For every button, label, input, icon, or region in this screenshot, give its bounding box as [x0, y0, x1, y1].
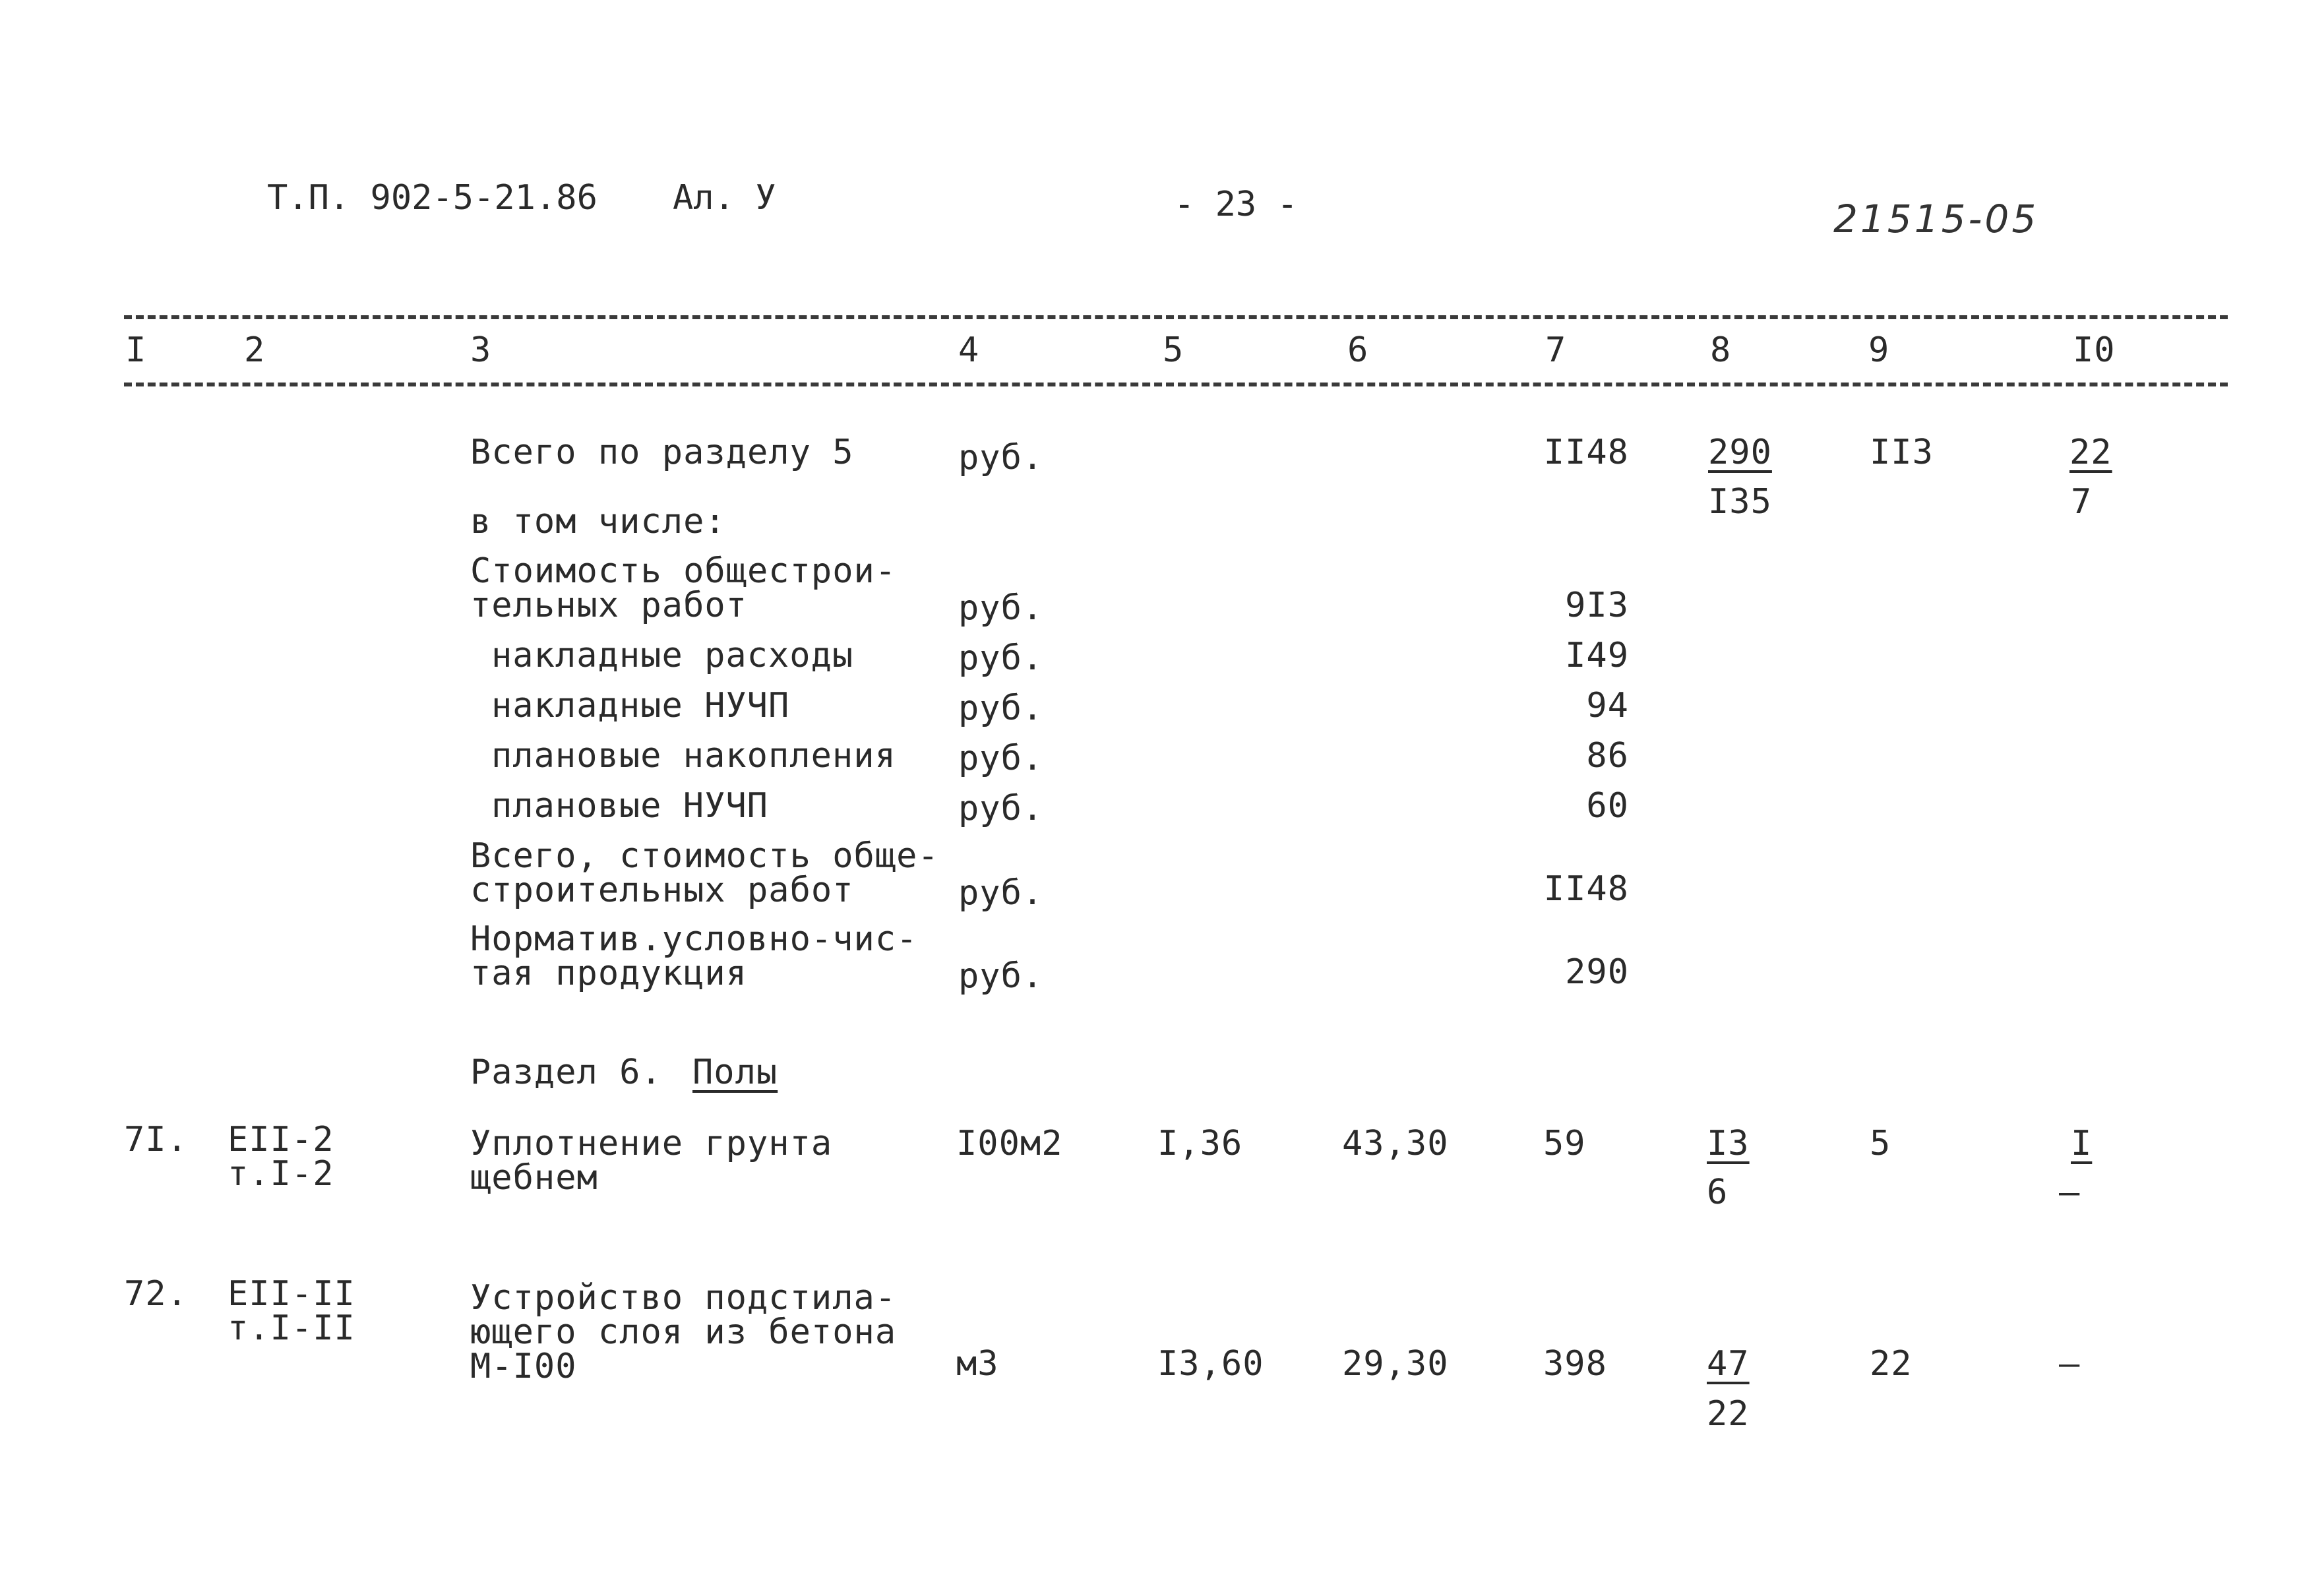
section5-total-c10-bottom: 7: [2071, 482, 2093, 522]
section5-total-label: Всего по разделу 5: [470, 433, 854, 472]
section5-item-unit: руб.: [958, 956, 1044, 996]
row-quantity: I3,60: [1157, 1344, 1264, 1384]
section5-item-c7: 86: [1586, 736, 1629, 776]
row-number: 7I.: [124, 1120, 188, 1159]
table-top-rule: [124, 315, 2228, 319]
album-label: Ал. У: [673, 178, 776, 218]
col-header-1: I: [125, 330, 147, 370]
section5-item-unit: руб.: [958, 588, 1044, 628]
section5-item-c7: 290: [1565, 952, 1629, 992]
section6-title: Раздел 6.: [470, 1053, 662, 1092]
section5-item-label: Всего, стоимость обще- строительных работ: [470, 836, 939, 910]
section6-name: Полы: [692, 1053, 778, 1092]
page-number: - 23 -: [1174, 185, 1298, 224]
col-header-7: 7: [1545, 330, 1567, 370]
row-c8-bottom: 22: [1707, 1394, 1750, 1434]
row-description: Уплотнение грунта щебнем: [470, 1124, 833, 1198]
col-header-2: 2: [244, 330, 266, 370]
row-code: ЕII-II т.I-II: [228, 1274, 355, 1348]
col-header-6: 6: [1347, 330, 1369, 370]
row-code: ЕII-2 т.I-2: [228, 1120, 334, 1194]
col-header-3: 3: [470, 330, 492, 370]
doc-code: Т.П. 902-5-21.86: [267, 178, 597, 218]
row-c9: 5: [1870, 1124, 1891, 1163]
col-header-10: I0: [2073, 330, 2116, 370]
section5-item-label: накладные НУЧП: [491, 686, 790, 725]
section5-item-label: плановые накопления: [491, 736, 896, 776]
row-description: Устройство подстила- ющего слоя из бетона М-I00: [470, 1278, 897, 1386]
section5-total-c10-top: 22: [2069, 433, 2112, 472]
col-header-4: 4: [958, 330, 980, 370]
row-c8-top: 47: [1707, 1344, 1750, 1384]
row-unit: I00м2: [956, 1124, 1063, 1163]
section5-item-unit: руб.: [958, 689, 1044, 728]
section5-total-c7: II48: [1543, 433, 1629, 472]
section5-total-c8-top: 290: [1708, 433, 1772, 472]
section5-item-c7: 60: [1586, 786, 1629, 826]
handwritten-stamp: 21515-05: [1833, 197, 2039, 241]
section5-item-unit: руб.: [958, 638, 1044, 678]
col-header-5: 5: [1163, 330, 1184, 370]
col-header-8: 8: [1710, 330, 1732, 370]
section5-item-label: Стоимость общестрои- тельных работ: [470, 551, 897, 625]
row-unit-price: 43,30: [1342, 1124, 1449, 1163]
section5-item-c7: 94: [1586, 686, 1629, 725]
section5-item-label: накладные расходы: [491, 636, 854, 675]
row-quantity: I,36: [1157, 1124, 1243, 1163]
row-unit-price: 29,30: [1342, 1344, 1449, 1384]
section5-item-unit: руб.: [958, 873, 1044, 913]
including-label: в том числе:: [470, 502, 726, 541]
section5-item-c7: 9I3: [1565, 586, 1629, 625]
row-c9: 22: [1870, 1344, 1913, 1384]
row-c10-top: I: [2071, 1124, 2093, 1163]
row-c8-top: I3: [1707, 1124, 1750, 1163]
row-total: 59: [1543, 1124, 1586, 1163]
section5-item-label: Норматив.условно-чис- тая продукция: [470, 919, 918, 993]
col-header-9: 9: [1868, 330, 1890, 370]
section5-item-c7: II48: [1543, 869, 1629, 909]
table-header-rule: [124, 383, 2228, 386]
section5-item-unit: руб.: [958, 739, 1044, 778]
section5-total-c8-bottom: I35: [1708, 482, 1772, 522]
row-number: 72.: [124, 1274, 188, 1314]
row-c10-bottom: –: [2059, 1173, 2081, 1212]
section5-total-unit: руб.: [958, 438, 1044, 477]
row-total: 398: [1543, 1344, 1607, 1384]
section5-item-label: плановые НУЧП: [491, 786, 768, 826]
row-c10-top: –: [2059, 1344, 2081, 1384]
row-c8-bottom: 6: [1707, 1173, 1729, 1212]
section5-item-c7: I49: [1565, 636, 1629, 675]
row-unit: м3: [956, 1344, 999, 1384]
section5-total-c9: II3: [1870, 433, 1934, 472]
section5-item-unit: руб.: [958, 789, 1044, 828]
